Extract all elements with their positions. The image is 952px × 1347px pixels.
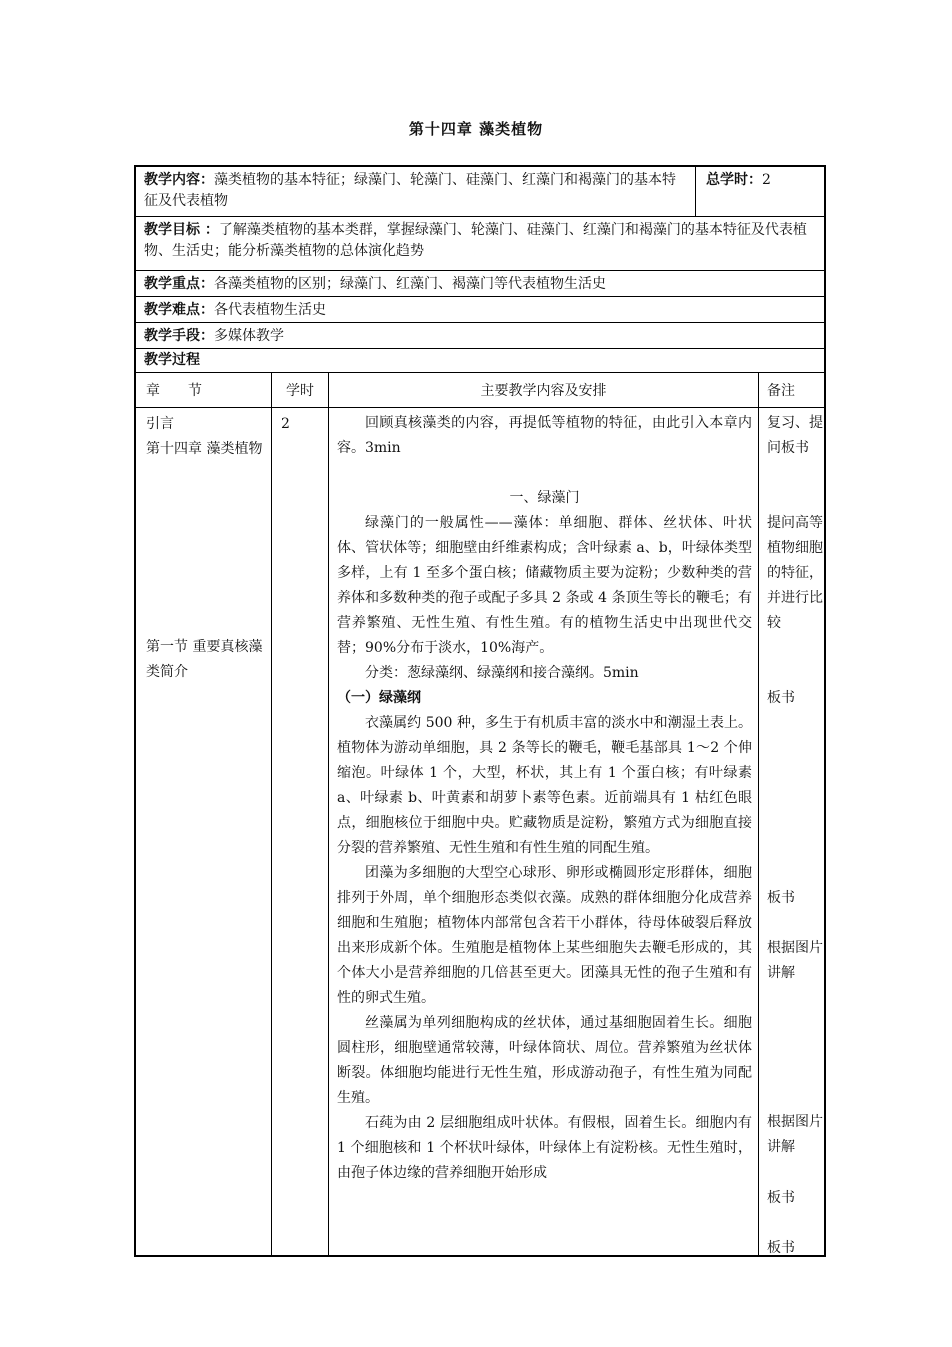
intro-paragraph: 回顾真核藻类的内容，再提低等植物的特征，由此引入本章内容。3min: [337, 415, 752, 456]
ulothrix-paragraph: 丝藻属为单列细胞构成的丝状体，通过基细胞固着生长。细胞圆柱形，细胞壁通常较薄，叶绿体筒状、周位。营养繁殖为丝状体断裂。体细胞均能进行无性生殖，形成游动孢子，有性生殖为同配生殖。: [337, 1015, 752, 1106]
classification-paragraph: 分类：葱绿藻纲、绿藻纲和接合藻纲。5min: [365, 665, 639, 681]
chapter-intro: 引言: [146, 416, 174, 432]
chapter-cell: [136, 408, 272, 1255]
table-body-row: [136, 408, 824, 1255]
section-one-name: 第一节 重要真核藻类简介: [146, 639, 263, 680]
chlorophyceae-heading: （一）绿藻纲: [337, 690, 421, 706]
total-hours-value: 2: [762, 172, 771, 188]
row-key-points: [136, 271, 824, 297]
difficulties-label: 教学难点：: [144, 302, 214, 318]
page-title: 第十四章 藻类植物: [408, 120, 544, 138]
chapter-name: 第十四章 藻类植物: [146, 441, 263, 457]
note-question: 提问高等植物细胞的特征，并进行比较: [767, 515, 823, 631]
teaching-content-text: 藻类植物的基本特征；绿藻门、轮藻门、硅藻门、红藻门和褐藻门的基本特征及代表植物: [144, 172, 676, 209]
teaching-content-cell: [136, 167, 696, 216]
methods-label: 教学手段：: [144, 328, 214, 344]
difficulties-text: 各代表植物生活史: [214, 302, 326, 318]
header-hours: 学时: [272, 373, 329, 407]
total-hours-cell: [696, 167, 824, 216]
volvox-paragraph: 团藻为多细胞的大型空心球形、卵形或椭圆形定形群体，细胞排列于外周，单个细胞形态类似衣藻。成熟的群体细胞分化成营养细胞和生殖胞；植物体内部常包含若干小群体，待母体破裂后释放出来形成新个体。生殖胞是植物体上某些细胞失去鞭毛形成的，其个体大小是营养细胞的几倍甚至更大。团藻具无性的孢子生殖和有性的卵式生殖。: [337, 865, 752, 1006]
notes-cell: [759, 408, 824, 1255]
row-objectives: [136, 217, 824, 271]
row-content: [136, 167, 824, 217]
total-hours-label: 总学时：: [706, 172, 762, 188]
hours-cell: 2: [272, 408, 329, 1255]
ulva-paragraph: 石莼为由 2 层细胞组成叶状体。有假根，固着生长。细胞内有 1 个细胞核和 1 个杯状叶绿体，叶绿体上有淀粉核。无性生殖时，由孢子体边缘的营养细胞开始形成: [337, 1115, 752, 1181]
key-points-label: 教学重点：: [144, 276, 214, 292]
green-algae-heading: 一、绿藻门: [509, 490, 580, 506]
content-cell: [329, 408, 759, 1255]
chlamydomonas-paragraph: 衣藻属约 500 种，多生于有机质丰富的淡水中和潮湿土表上。植物体为游动单细胞，具 2 条等长的鞭毛，鞭毛基部具 1～2 个伸缩泡。叶绿体 1 个，大型，杯状，其上有 1 个蛋白核；有叶绿素 a、叶绿素 b、叶黄素和胡萝卜素等色素。近前端具有 1 枯红色眼点，细胞核位于细胞中央。贮藏物质是淀粉，繁殖方式为细胞直接分裂的营养繁殖、无性生殖和有性生殖的同配生殖。: [337, 715, 752, 856]
note-board-3: 板书: [767, 1190, 795, 1206]
methods-text: 多媒体教学: [214, 328, 284, 344]
note-board-2: 板书: [767, 890, 795, 906]
note-review: 复习、提问板书: [767, 415, 823, 456]
table-header-row: [136, 373, 824, 408]
process-label: 教学过程: [144, 352, 200, 368]
header-notes: 备注: [767, 383, 795, 399]
teaching-content-label: 教学内容：: [144, 172, 214, 188]
objectives-text: 了解藻类植物的基本类群，掌握绿藻门、轮藻门、硅藻门、红藻门和褐藻门的基本特征及代表植物、生活史；能分析藻类植物的总体演化趋势: [144, 222, 807, 259]
note-figure-2: 根据图片讲解: [767, 1114, 823, 1155]
note-board-4: 板书: [767, 1240, 795, 1256]
header-content: 主要教学内容及安排: [329, 373, 759, 407]
objectives-label: 教学目标 ：: [144, 222, 219, 238]
lesson-plan-table: [134, 165, 826, 1257]
row-difficulties: [136, 297, 824, 323]
row-methods: [136, 323, 824, 349]
note-figure-1: 根据图片讲解: [767, 940, 823, 981]
row-process: [136, 349, 824, 373]
green-algae-general-paragraph: 绿藻门的一般属性——藻体：单细胞、群体、丝状体、叶状体、管状体等；细胞壁由纤维素构成；含叶绿素 a、b，叶绿体类型多样，上有 1 至多个蛋白核；储藏物质主要为淀粉；少数种类的营养体和多数种类的孢子或配子多具 2 条或 4 条顶生等长的鞭毛；有营养繁殖、无性生殖、有性生殖。有的植物生活史中出现世代交替；90%分布于淡水，10%海产。: [337, 515, 752, 656]
header-chapter: 章 节: [136, 373, 272, 407]
note-board-1: 板书: [767, 690, 795, 706]
key-points-text: 各藻类植物的区别；绿藻门、红藻门、褐藻门等代表植物生活史: [214, 276, 606, 292]
